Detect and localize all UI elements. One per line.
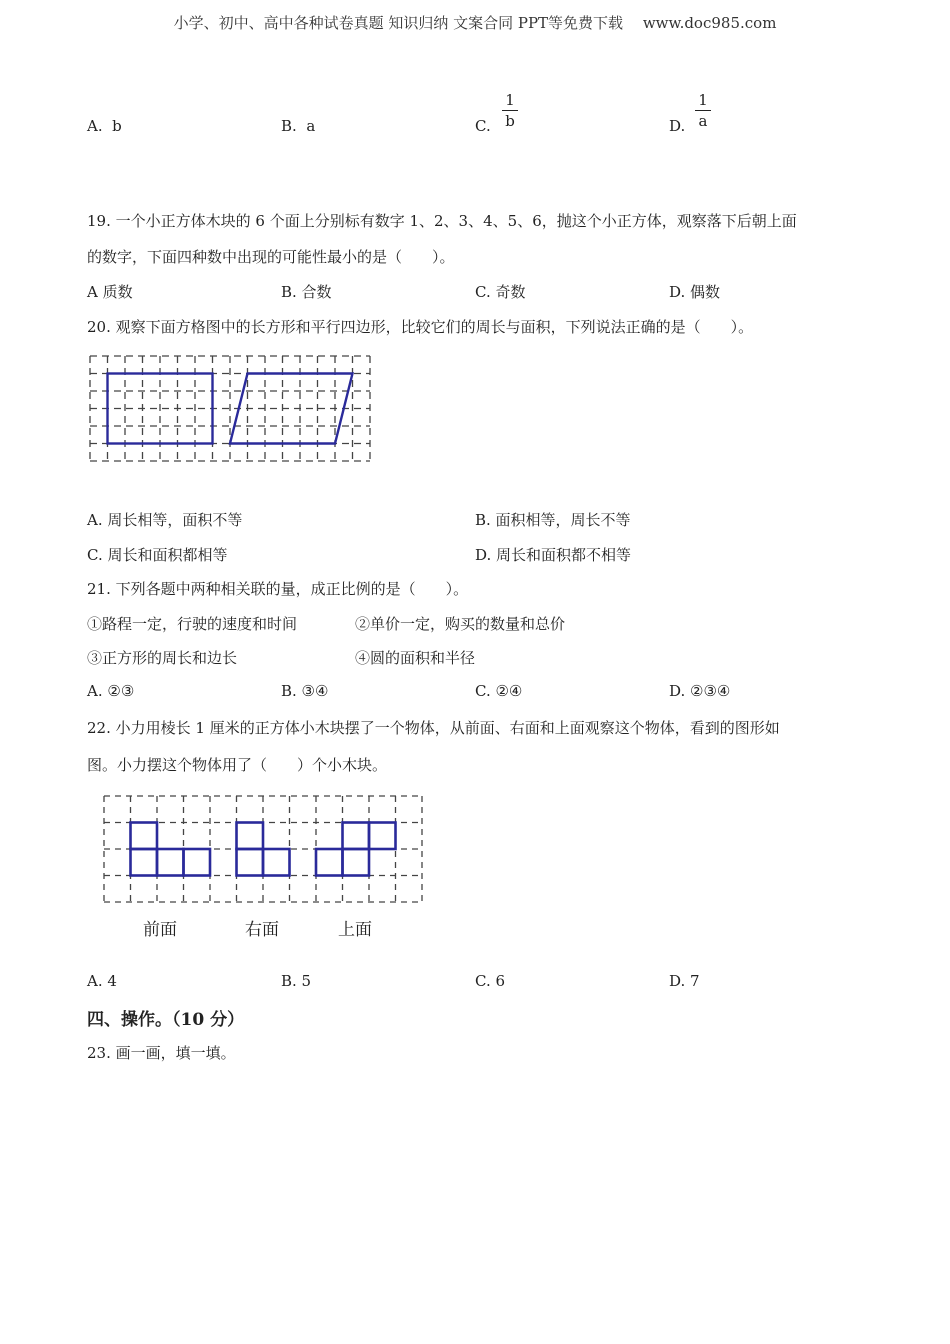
- q22-line1: 22. 小力用棱长 1 厘米的正方体小木块摆了一个物体，从前面、右面和上面观察这个物体，看到的图形如: [87, 719, 780, 737]
- q22-option-a: A. 4: [87, 972, 117, 990]
- q18-option-c-letter: C.: [475, 117, 491, 135]
- section-4-title: 四、操作。（10 分）: [87, 1010, 245, 1030]
- q22-right-view: [237, 823, 290, 876]
- q19-option-a: A 质数: [87, 283, 133, 301]
- q18-option-b: B. a: [281, 117, 316, 135]
- q21-option-c: C. ②④: [475, 682, 523, 700]
- q18-option-d-letter: D.: [669, 117, 686, 135]
- q22-option-d: D. 7: [669, 972, 700, 990]
- q21-item-4: ④圆的面积和半径: [355, 649, 476, 667]
- q19-line1: 19. 一个小正方体木块的 6 个面上分别标有数字 1、2、3、4、5、6，抛这个小正方体，观察落下后朝上面: [87, 212, 797, 230]
- q22-label-front: 前面: [143, 920, 177, 940]
- q21-option-a: A. ②③: [87, 682, 135, 700]
- q21-item-2: ②单价一定，购买的数量和总价: [355, 615, 566, 633]
- q22-option-c: C. 6: [475, 972, 506, 990]
- q21-item-1: ①路程一定，行驶的速度和时间: [87, 615, 298, 633]
- q18-option-a: A. b: [87, 117, 122, 135]
- q19-option-c: C. 奇数: [475, 283, 526, 301]
- q20-option-b: B. 面积相等，周长不等: [475, 511, 631, 529]
- q19-line2: 的数字，下面四种数中出现的可能性最小的是（ ）。: [87, 248, 455, 266]
- q22-label-right: 右面: [245, 920, 279, 940]
- q21-option-b: B. ③④: [281, 682, 329, 700]
- q22-line2: 图。小力摆这个物体用了（ ）个小木块。: [87, 756, 388, 774]
- q22-top-view: [316, 823, 396, 876]
- q20-grid-figure: [88, 354, 372, 464]
- q20-option-a: A. 周长相等，面积不等: [87, 511, 243, 529]
- page-header: 小学、初中、高中各种试卷真题 知识归纳 文案合同 PPT等免费下载 www.doc985.com: [173, 14, 777, 32]
- q18-option-c-fraction: 1 b: [500, 92, 520, 129]
- q20-stem: 20. 观察下面方格图中的长方形和平行四边形，比较它们的周长与面积，下列说法正确的是（ ）。: [87, 318, 754, 336]
- q20-grid-lines: [90, 356, 370, 461]
- q23-stem: 23. 画一画，填一填。: [87, 1044, 236, 1062]
- q22-front-view: [131, 823, 211, 876]
- q22-views-figure: [102, 794, 424, 904]
- q21-item-3: ③正方形的周长和边长: [87, 649, 238, 667]
- q18-option-d-fraction: 1 a: [693, 92, 713, 129]
- q21-stem: 21. 下列各题中两种相关联的量，成正比例的是（ ）。: [87, 580, 469, 598]
- q22-option-b: B. 5: [281, 972, 312, 990]
- q19-option-d: D. 偶数: [669, 283, 721, 301]
- q20-option-d: D. 周长和面积都不相等: [475, 546, 632, 564]
- q22-label-top: 上面: [338, 920, 372, 940]
- q20-option-c: C. 周长和面积都相等: [87, 546, 228, 564]
- q19-option-b: B. 合数: [281, 283, 332, 301]
- q21-option-d: D. ②③④: [669, 682, 731, 700]
